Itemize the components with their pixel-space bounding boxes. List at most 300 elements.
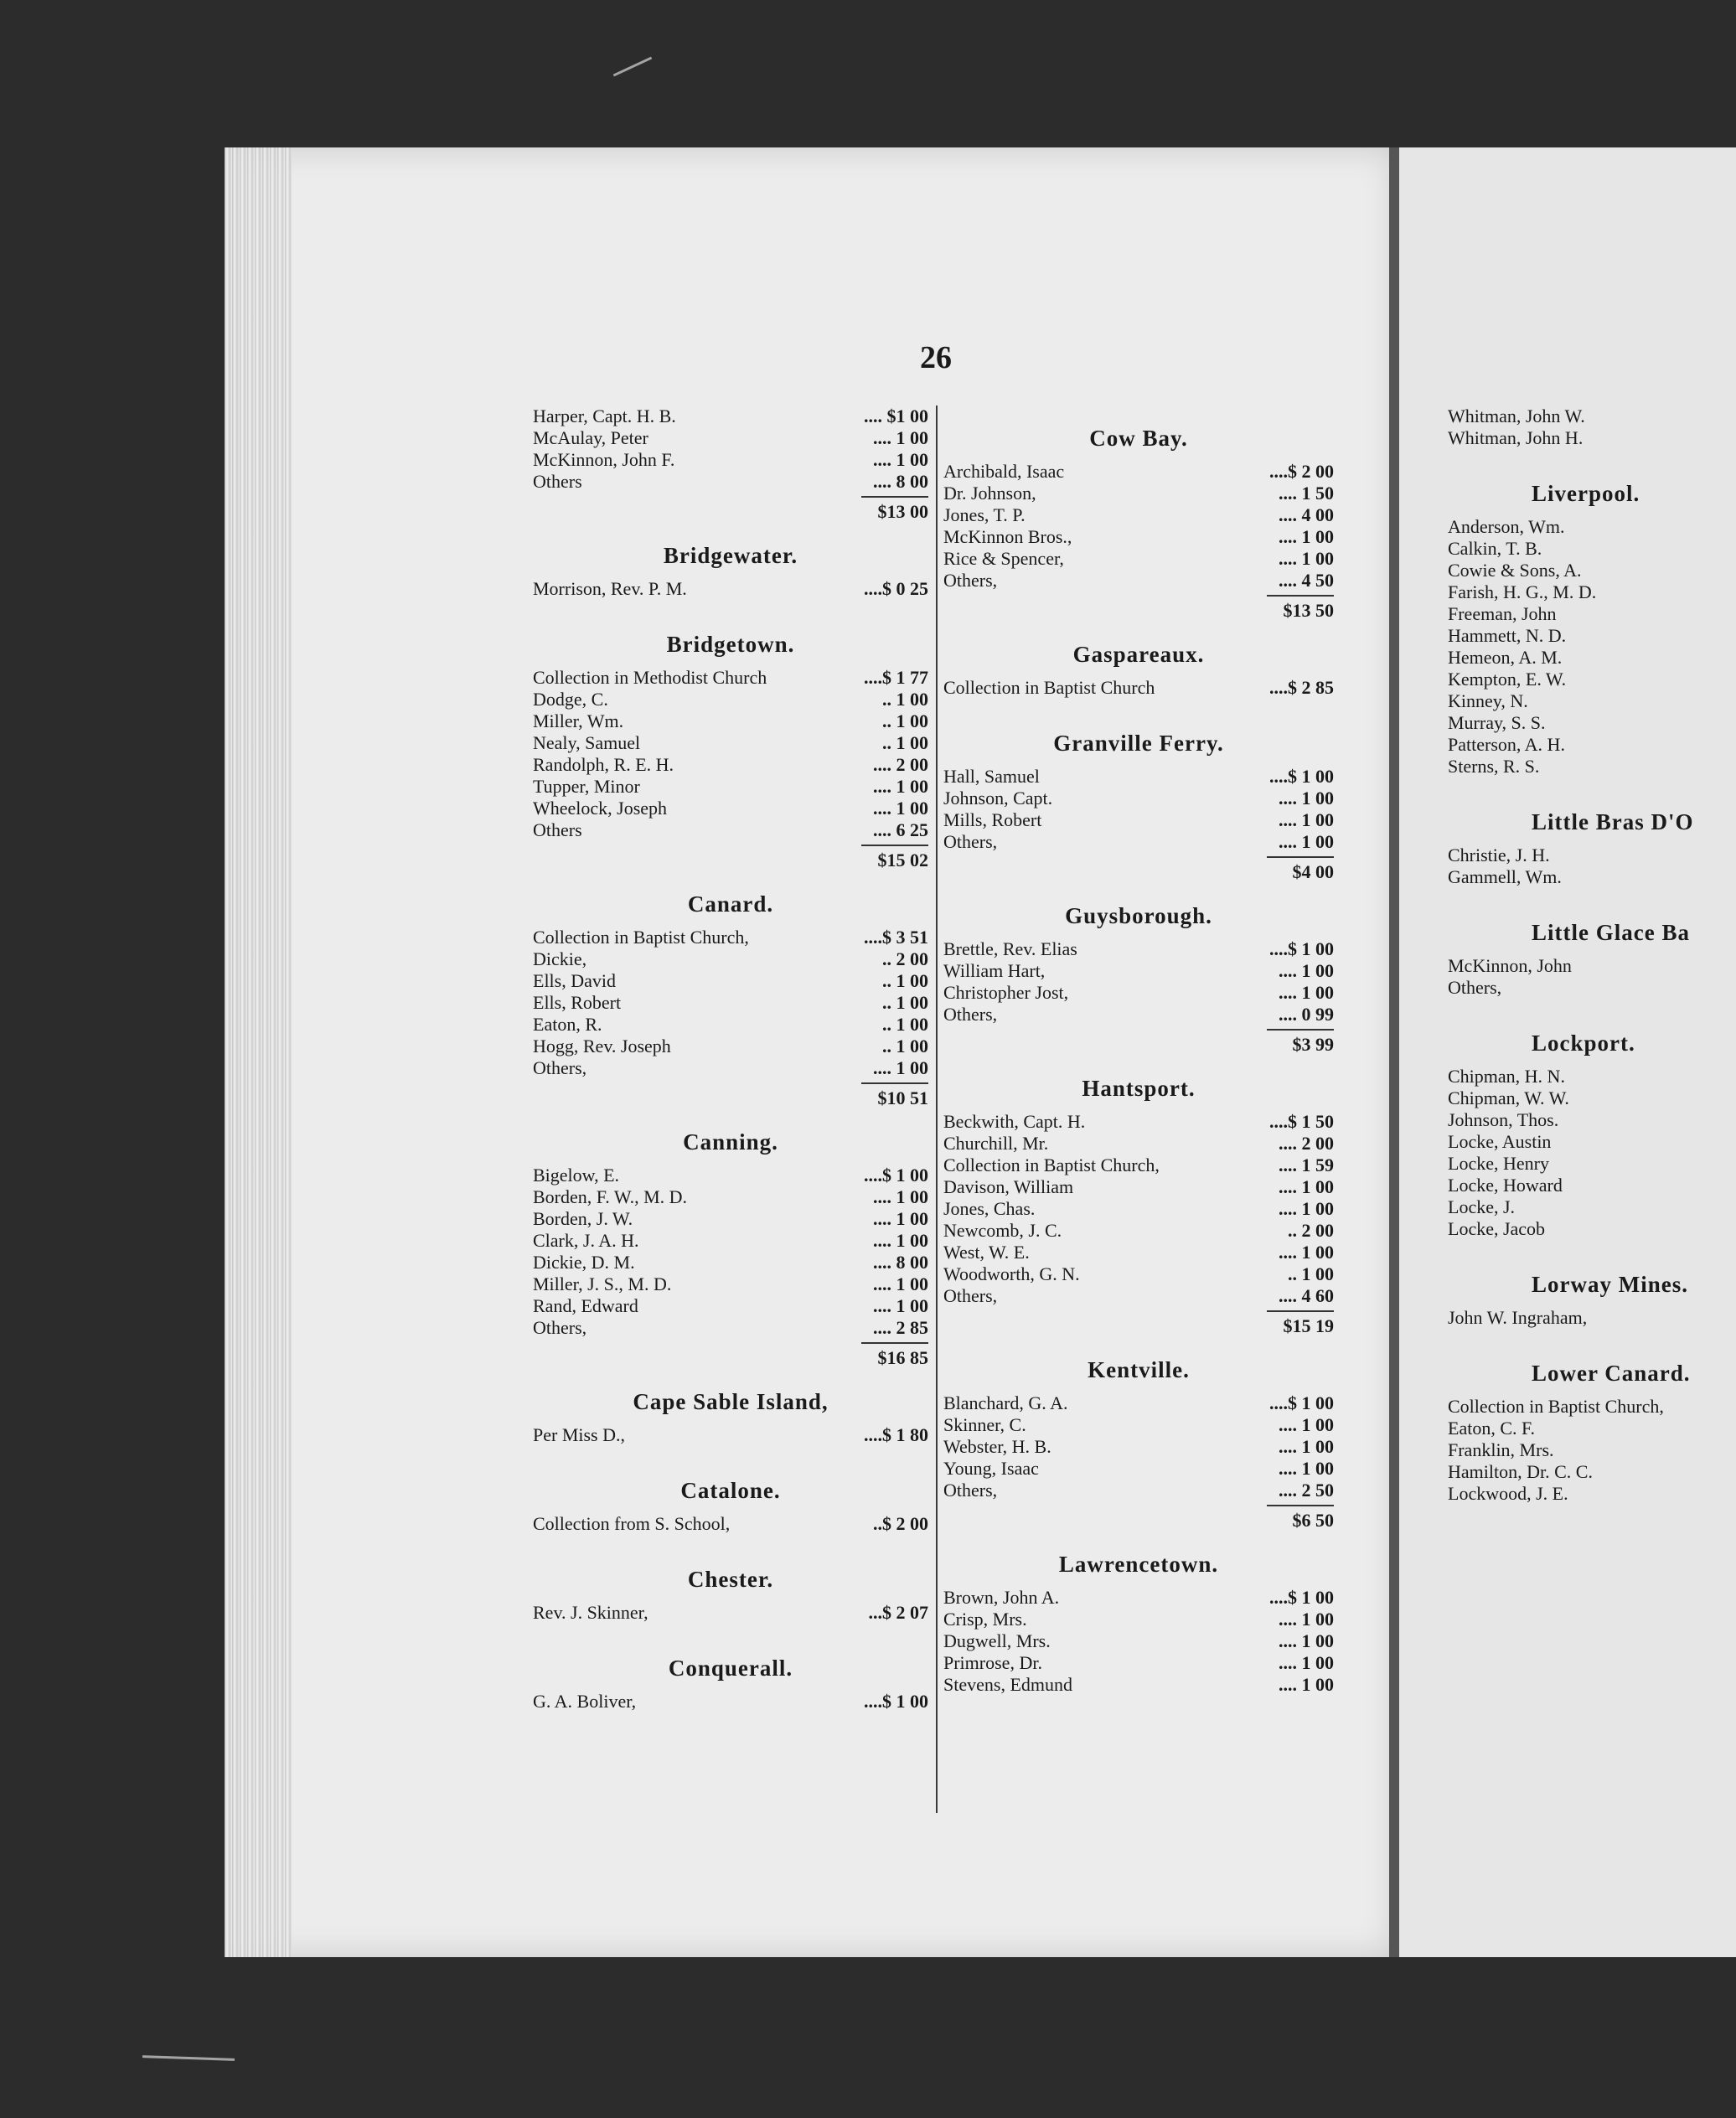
donor-name: Eaton, R.	[533, 1014, 602, 1035]
donor-name: Cowie & Sons, A.	[1448, 560, 1582, 581]
donation-amount: .... 1 00	[1279, 1242, 1334, 1263]
section-spacer	[1448, 999, 1724, 1010]
donor-row	[1448, 756, 1724, 777]
place-heading: Granville Ferry.	[1053, 731, 1224, 756]
donor-row	[943, 1220, 1334, 1242]
donor-row	[533, 970, 928, 992]
donor-name: Murray, S. S.	[1448, 712, 1546, 733]
donor-name: Per Miss D.,	[533, 1424, 626, 1445]
section-spacer	[1448, 888, 1724, 900]
donation-amount: ....$ 1 00	[1269, 766, 1334, 787]
donor-row	[1448, 427, 1724, 449]
donor-row	[943, 831, 1334, 853]
donation-amount: .... 2 00	[1279, 1133, 1334, 1154]
donation-amount: ....$ 2 00	[1269, 461, 1334, 482]
donation-amount: .. 1 00	[882, 970, 928, 991]
donor-row	[1448, 581, 1724, 603]
column-divider	[936, 406, 938, 1813]
place-heading: Canning.	[683, 1129, 778, 1155]
donor-row	[943, 1609, 1334, 1630]
donor-name: Chipman, H. N.	[1448, 1066, 1565, 1087]
donor-name: Ells, Robert	[533, 992, 622, 1013]
donor-row	[943, 1285, 1334, 1307]
donor-row	[943, 1111, 1334, 1133]
donation-amount: .... 1 00	[1279, 1176, 1334, 1197]
donor-name: Beckwith, Capt. H.	[943, 1111, 1086, 1132]
donation-amount: ....$ 1 77	[864, 667, 928, 688]
donor-row	[943, 1587, 1334, 1609]
donor-name: Locke, J.	[1448, 1196, 1516, 1217]
donor-name: Blanchard, G. A.	[943, 1392, 1068, 1413]
donor-name: Brown, John A.	[943, 1587, 1060, 1608]
donation-amount: .. 1 00	[882, 732, 928, 753]
donor-name: Collection in Baptist Church,	[1448, 1396, 1664, 1417]
donor-name: Borden, J. W.	[533, 1208, 633, 1229]
donation-amount: ....$ 1 00	[864, 1165, 928, 1186]
donor-name: Stevens, Edmund	[943, 1674, 1072, 1695]
donor-name: Rand, Edward	[533, 1295, 638, 1316]
donor-row	[943, 1155, 1334, 1176]
donation-amount: ....$ 3 51	[864, 927, 928, 948]
donation-amount: .. 2 00	[882, 948, 928, 969]
donor-name: Hammett, N. D.	[1448, 625, 1567, 646]
donor-name: Johnson, Capt.	[943, 788, 1053, 808]
donation-amount: ....$ 0 25	[864, 578, 928, 599]
donor-row	[1448, 690, 1724, 712]
donor-row	[1448, 1196, 1724, 1218]
donation-amount: .... 2 50	[1279, 1480, 1334, 1501]
donor-name: Dickie,	[533, 948, 587, 969]
donor-row	[943, 1176, 1334, 1198]
donor-row	[1448, 625, 1724, 647]
donor-row	[533, 1273, 928, 1295]
donor-name: Others,	[533, 1057, 587, 1078]
donation-amount: ....$ 1 00	[1269, 1587, 1334, 1608]
donation-amount: .... 1 59	[1279, 1155, 1334, 1175]
donation-amount: .... 1 00	[1279, 1198, 1334, 1219]
place-heading: Lockport.	[1532, 1031, 1635, 1056]
donor-name: Dickie, D. M.	[533, 1252, 635, 1273]
donation-amount: ....$ 1 00	[864, 1691, 928, 1712]
donor-row	[1448, 1461, 1724, 1483]
section-total: $6 50	[1267, 1505, 1334, 1532]
donor-name: Dr. Johnson,	[943, 483, 1036, 504]
donor-row	[1448, 1307, 1724, 1329]
donor-name: Others,	[533, 1317, 587, 1338]
donor-row	[533, 1208, 928, 1230]
donor-name: Others,	[943, 1285, 998, 1306]
donation-amount: .. 1 00	[882, 992, 928, 1013]
donor-row	[1448, 603, 1724, 625]
donor-name: Others,	[943, 831, 998, 852]
donation-amount: .... 1 00	[1279, 1414, 1334, 1435]
donor-row	[533, 1036, 928, 1057]
donor-name: Collection from S. School,	[533, 1513, 731, 1534]
donor-name: Locke, Jacob	[1448, 1218, 1546, 1239]
donor-name: Hemeon, A. M.	[1448, 647, 1563, 668]
donor-row	[533, 427, 928, 449]
donor-row	[943, 1630, 1334, 1652]
column-2	[943, 406, 1334, 1707]
place-heading: Guysborough.	[1065, 903, 1212, 928]
donor-name: Collection in Baptist Church,	[943, 1155, 1160, 1175]
donor-row	[1448, 669, 1724, 690]
donor-name: Sterns, R. S.	[1448, 756, 1540, 777]
place-heading: Lower Canard.	[1532, 1361, 1691, 1386]
donation-amount: .. 1 00	[882, 710, 928, 731]
donor-row	[533, 1424, 928, 1446]
donor-name: Kinney, N.	[1448, 690, 1528, 711]
donor-name: Locke, Austin	[1448, 1131, 1552, 1152]
section-total: $13 00	[861, 496, 928, 523]
donation-amount: .... 1 00	[873, 427, 928, 448]
donor-row	[533, 1014, 928, 1036]
place-heading: Cow Bay.	[1089, 426, 1188, 451]
donation-amount: .... 0 99	[1279, 1004, 1334, 1025]
section-total: $3 99	[1267, 1029, 1334, 1056]
donor-row	[533, 1691, 928, 1712]
section-spacer	[533, 600, 928, 612]
donor-row	[943, 1458, 1334, 1480]
donation-amount: .... 1 00	[1279, 831, 1334, 852]
donation-amount: .... 1 00	[1279, 526, 1334, 547]
donation-amount: .... 1 00	[1279, 1652, 1334, 1673]
donation-amount: ....$ 1 00	[1269, 1392, 1334, 1413]
section-spacer	[533, 1446, 928, 1458]
donation-amount: .... 1 00	[873, 1057, 928, 1078]
donor-row	[533, 948, 928, 970]
donor-row	[943, 1652, 1334, 1674]
donation-amount: ....$ 1 50	[1269, 1111, 1334, 1132]
place-heading: Lawrencetown.	[1058, 1552, 1219, 1577]
donor-name: Gammell, Wm.	[1448, 866, 1562, 887]
donor-name: Freeman, John	[1448, 603, 1557, 624]
donor-row	[943, 1263, 1334, 1285]
donor-name: Primrose, Dr.	[943, 1652, 1042, 1673]
donation-amount: .. 1 00	[1288, 1263, 1334, 1284]
section-total: $15 02	[861, 845, 928, 871]
donor-name: Others	[533, 819, 582, 840]
section-total: $4 00	[1267, 856, 1334, 883]
donor-name: Rev. J. Skinner,	[533, 1602, 648, 1623]
donor-row	[1448, 406, 1724, 427]
donor-row	[943, 938, 1334, 960]
donor-name: G. A. Boliver,	[533, 1691, 637, 1712]
donor-row	[1448, 866, 1724, 888]
donor-name: Miller, J. S., M. D.	[533, 1273, 672, 1294]
donor-name: Locke, Henry	[1448, 1153, 1549, 1174]
section-spacer	[1448, 1240, 1724, 1252]
donor-name: Nealy, Samuel	[533, 732, 641, 753]
donor-name: Crisp, Mrs.	[943, 1609, 1027, 1630]
donor-name: William Hart,	[943, 960, 1046, 981]
donor-name: Morrison, Rev. P. M.	[533, 578, 687, 599]
donor-row	[533, 471, 928, 493]
donor-name: Clark, J. A. H.	[533, 1230, 639, 1251]
donor-name: Rice & Spencer,	[943, 548, 1064, 569]
donor-name: Franklin, Mrs.	[1448, 1439, 1554, 1460]
donor-name: Chipman, W. W.	[1448, 1087, 1569, 1108]
donor-row	[533, 1230, 928, 1252]
donation-amount: .... 2 00	[873, 754, 928, 775]
donation-amount: .... 1 00	[873, 449, 928, 470]
donor-name: Randolph, R. E. H.	[533, 754, 674, 775]
column-3	[1448, 406, 1724, 1516]
donor-row	[943, 526, 1334, 548]
donor-row	[1448, 845, 1724, 866]
section-spacer	[533, 1535, 928, 1547]
donor-row	[533, 1057, 928, 1079]
donation-amount: .... 1 00	[873, 798, 928, 819]
donor-name: Christie, J. H.	[1448, 845, 1550, 865]
donor-name: John W. Ingraham,	[1448, 1307, 1588, 1328]
section-spacer	[1448, 777, 1724, 789]
donor-name: Others	[533, 471, 582, 492]
donor-name: McKinnon Bros.,	[943, 526, 1072, 547]
place-heading: Conquerall.	[668, 1656, 793, 1681]
donation-amount: .... 1 00	[1279, 1458, 1334, 1479]
donation-amount: .... 1 00	[873, 1230, 928, 1251]
donor-name: Whitman, John H.	[1448, 427, 1584, 448]
donor-name: Anderson, Wm.	[1448, 516, 1565, 537]
donation-amount: .... 1 00	[1279, 982, 1334, 1003]
donor-name: Whitman, John W.	[1448, 406, 1585, 426]
donor-row	[943, 1674, 1334, 1696]
donor-name: Hall, Samuel	[943, 766, 1040, 787]
donor-name: Harper, Capt. H. B.	[533, 406, 676, 426]
donor-name: Jones, T. P.	[943, 504, 1026, 525]
donor-row	[943, 483, 1334, 504]
donation-amount: .... 8 00	[873, 471, 928, 492]
donor-row	[533, 578, 928, 600]
donor-name: Others,	[943, 1480, 998, 1501]
donor-row	[943, 1242, 1334, 1263]
donation-amount: .. 2 00	[1288, 1220, 1334, 1241]
donor-row	[533, 1165, 928, 1186]
donor-row	[1448, 647, 1724, 669]
donation-amount: .... 6 25	[873, 819, 928, 840]
donation-amount: .... 4 50	[1279, 570, 1334, 591]
donation-amount: ....$ 2 85	[1269, 677, 1334, 698]
donor-row	[533, 992, 928, 1014]
donor-row	[533, 776, 928, 798]
place-heading: Liverpool.	[1532, 481, 1640, 506]
donor-row	[1448, 1066, 1724, 1087]
donor-row	[943, 1392, 1334, 1414]
place-heading: Catalone.	[680, 1478, 781, 1503]
place-heading: Little Glace Ba	[1532, 920, 1690, 945]
donor-name: Archibald, Isaac	[943, 461, 1065, 482]
donor-name: Eaton, C. F.	[1448, 1418, 1535, 1439]
donor-row	[943, 1480, 1334, 1501]
donor-row	[943, 570, 1334, 591]
donor-name: Others,	[943, 1004, 998, 1025]
donor-name: Collection in Methodist Church	[533, 667, 767, 688]
donor-name: Calkin, T. B.	[1448, 538, 1542, 559]
place-heading: Chester.	[687, 1567, 774, 1592]
donation-amount: .... 1 00	[1279, 548, 1334, 569]
donor-name: Dodge, C.	[533, 689, 608, 710]
donation-amount: .. 1 00	[882, 1014, 928, 1035]
donor-row	[1448, 1087, 1724, 1109]
donor-name: Brettle, Rev. Elias	[943, 938, 1077, 959]
donor-name: Skinner, C.	[943, 1414, 1026, 1435]
film-scratch	[613, 57, 653, 77]
donor-name: Lockwood, J. E.	[1448, 1483, 1568, 1504]
donor-row	[943, 982, 1334, 1004]
donation-amount: .... 1 00	[1279, 960, 1334, 981]
donation-amount: .... 4 00	[1279, 504, 1334, 525]
donor-row	[1448, 1153, 1724, 1175]
donor-row	[533, 754, 928, 776]
donation-amount: .... 1 00	[1279, 809, 1334, 830]
donor-row	[1448, 1483, 1724, 1505]
donor-name: Others,	[1448, 977, 1502, 998]
donor-row	[533, 732, 928, 754]
donor-name: Jones, Chas.	[943, 1198, 1036, 1219]
donor-row	[1448, 1396, 1724, 1418]
donor-row	[1448, 516, 1724, 538]
donation-amount: .... 1 00	[1279, 1630, 1334, 1651]
donor-name: Davison, William	[943, 1176, 1074, 1197]
donor-name: Mills, Robert	[943, 809, 1042, 830]
donor-row	[533, 689, 928, 710]
donation-amount: .... 4 60	[1279, 1285, 1334, 1306]
donor-row	[943, 809, 1334, 831]
donor-name: Locke, Howard	[1448, 1175, 1563, 1196]
donor-name: Kempton, E. W.	[1448, 669, 1567, 690]
donor-row	[533, 1602, 928, 1624]
column-1	[533, 406, 928, 1724]
donor-row	[1448, 1109, 1724, 1131]
section-total: $16 85	[861, 1342, 928, 1369]
donor-row	[1448, 955, 1724, 977]
donation-amount: .. 1 00	[882, 689, 928, 710]
donor-row	[533, 667, 928, 689]
section-spacer	[943, 1696, 1334, 1707]
section-total: $13 50	[1267, 595, 1334, 622]
donor-row	[1448, 734, 1724, 756]
donor-name: Farish, H. G., M. D.	[1448, 581, 1597, 602]
section-total: $10 51	[861, 1082, 928, 1109]
donor-name: Hamilton, Dr. C. C.	[1448, 1461, 1593, 1482]
donor-row	[533, 927, 928, 948]
donor-row	[943, 766, 1334, 788]
donor-row	[533, 1295, 928, 1317]
book-gutter	[1389, 147, 1399, 1957]
donor-row	[1448, 560, 1724, 581]
donor-name: Webster, H. B.	[943, 1436, 1051, 1457]
donation-amount: ..$ 2 00	[873, 1513, 928, 1534]
donor-name: McKinnon, John	[1448, 955, 1572, 976]
donor-row	[943, 1436, 1334, 1458]
donation-amount: .... 1 00	[873, 1273, 928, 1294]
donor-row	[1448, 977, 1724, 999]
donor-name: Others,	[943, 570, 998, 591]
section-spacer	[533, 1712, 928, 1724]
donor-row	[533, 1513, 928, 1535]
donor-name: Wheelock, Joseph	[533, 798, 668, 819]
donor-row	[943, 1198, 1334, 1220]
donation-amount: .... 1 00	[873, 776, 928, 797]
donation-amount: .... 1 00	[1279, 1436, 1334, 1457]
page-edges	[225, 147, 292, 1957]
section-spacer	[943, 699, 1334, 710]
place-heading: Canard.	[687, 891, 774, 917]
donation-amount: ....$ 1 80	[864, 1424, 928, 1445]
donor-row	[533, 798, 928, 819]
donor-row	[533, 710, 928, 732]
donation-amount: .... 1 00	[1279, 1609, 1334, 1630]
donor-row	[533, 1186, 928, 1208]
place-heading: Cape Sable Island,	[633, 1389, 829, 1414]
section-spacer	[1448, 1329, 1724, 1341]
donor-name: Ells, David	[533, 970, 616, 991]
donor-row	[1448, 1439, 1724, 1461]
donation-amount: .... 2 85	[873, 1317, 928, 1338]
donor-row	[533, 819, 928, 841]
donor-row	[1448, 1418, 1724, 1439]
donor-name: Patterson, A. H.	[1448, 734, 1565, 755]
donor-name: Hogg, Rev. Joseph	[533, 1036, 671, 1056]
donor-name: West, W. E.	[943, 1242, 1030, 1263]
donation-amount: .... $1 00	[864, 406, 928, 426]
section-spacer	[533, 1624, 928, 1635]
donor-row	[943, 461, 1334, 483]
donor-name: Miller, Wm.	[533, 710, 624, 731]
donor-row	[533, 1317, 928, 1339]
donor-row	[943, 504, 1334, 526]
donation-amount: .... 1 00	[1279, 1674, 1334, 1695]
donor-row	[943, 1414, 1334, 1436]
donation-amount: ....$ 1 00	[1269, 938, 1334, 959]
place-heading: Gaspareaux.	[1072, 642, 1205, 667]
donor-name: Woodworth, G. N.	[943, 1263, 1080, 1284]
donor-name: Young, Isaac	[943, 1458, 1039, 1479]
donor-row	[1448, 1218, 1724, 1240]
donor-row	[1448, 538, 1724, 560]
donor-row	[533, 449, 928, 471]
donation-amount: .. 1 00	[882, 1036, 928, 1056]
donor-row	[1448, 1175, 1724, 1196]
place-heading: Lorway Mines.	[1532, 1272, 1688, 1297]
film-scratch	[142, 2055, 235, 2061]
place-heading: Hantsport.	[1082, 1076, 1196, 1101]
place-heading: Kentville.	[1088, 1357, 1190, 1382]
donor-row	[533, 1252, 928, 1273]
donor-name: Tupper, Minor	[533, 776, 640, 797]
section-spacer	[1448, 449, 1724, 461]
donor-row	[943, 1004, 1334, 1025]
donation-amount: ...$ 2 07	[868, 1602, 928, 1623]
donor-row	[943, 677, 1334, 699]
donor-row	[1448, 1131, 1724, 1153]
donor-row	[1448, 712, 1724, 734]
donor-name: Collection in Baptist Church,	[533, 927, 749, 948]
page-number: 26	[920, 340, 952, 375]
donor-row	[943, 548, 1334, 570]
donor-name: Johnson, Thos.	[1448, 1109, 1559, 1130]
donation-amount: .... 1 00	[873, 1186, 928, 1207]
donor-name: Churchill, Mr.	[943, 1133, 1049, 1154]
donation-amount: .... 8 00	[873, 1252, 928, 1273]
section-total: $15 19	[1267, 1310, 1334, 1337]
section-spacer	[1448, 1505, 1724, 1516]
donor-name: Bigelow, E.	[533, 1165, 620, 1186]
place-heading: Bridgetown.	[666, 632, 795, 657]
donor-name: Christopher Jost,	[943, 982, 1069, 1003]
donor-name: Borden, F. W., M. D.	[533, 1186, 688, 1207]
